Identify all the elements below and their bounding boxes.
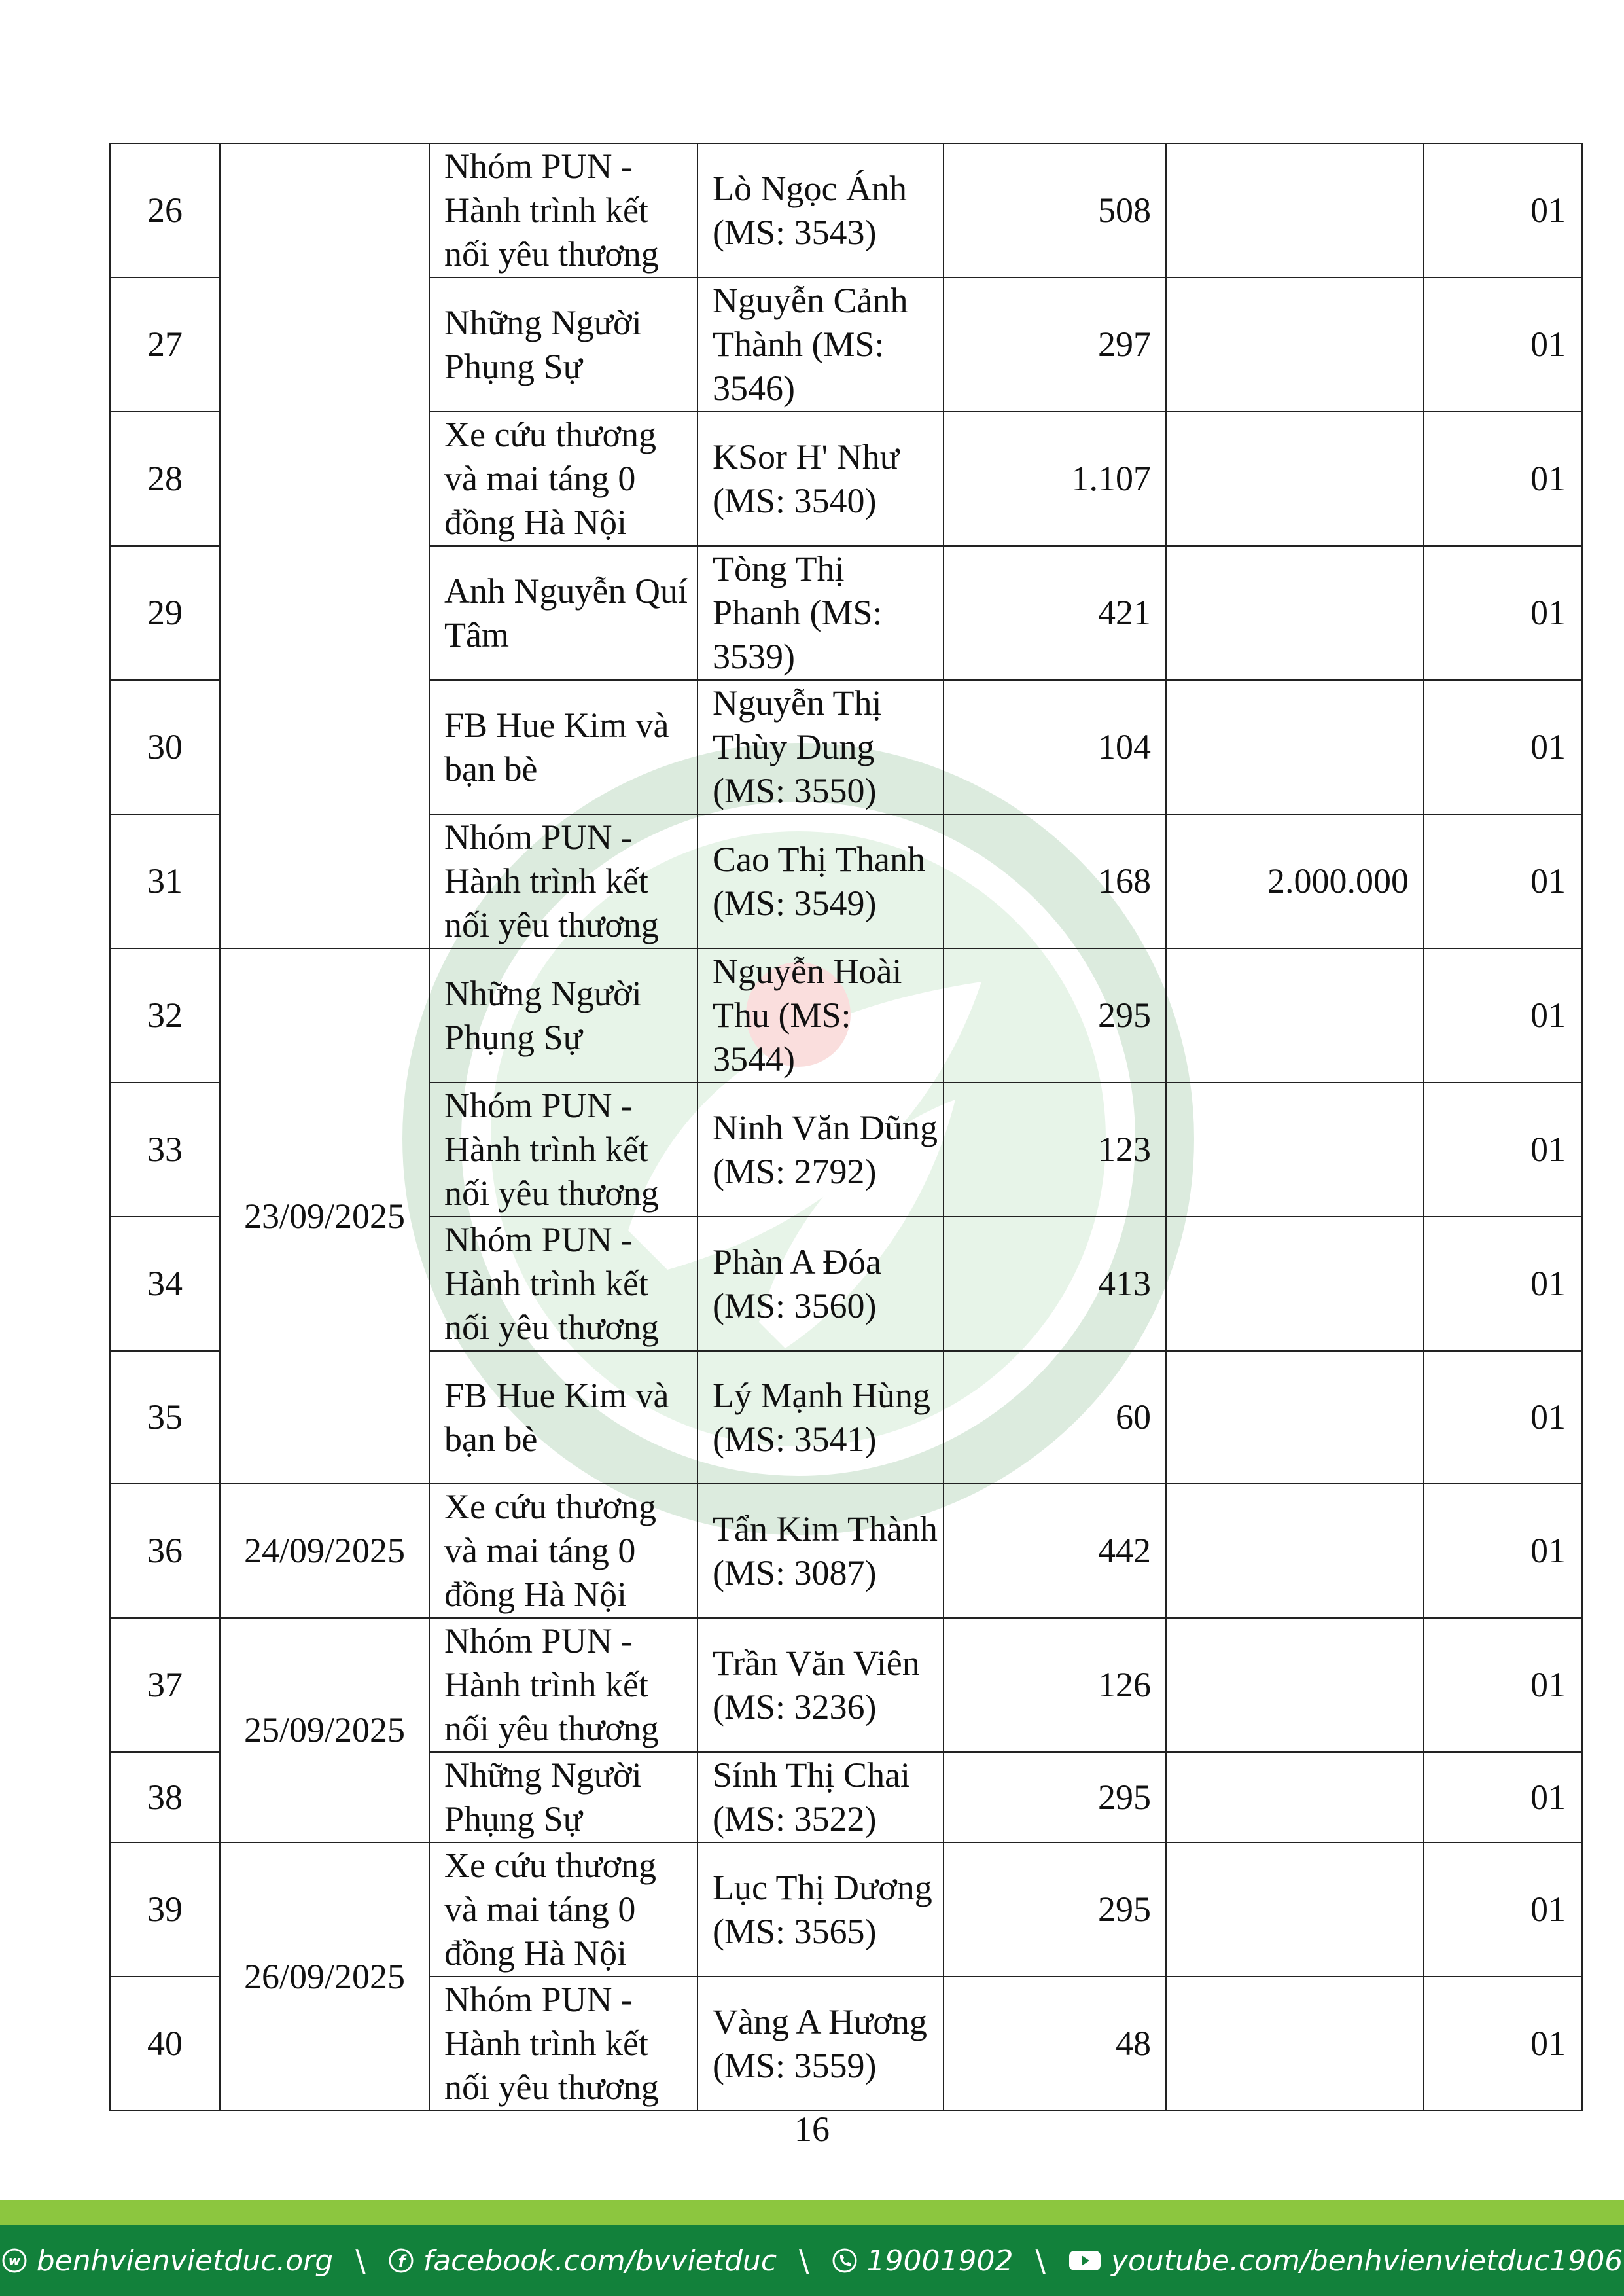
quantity: 01 — [1424, 1351, 1582, 1484]
footer-hotline-text: 19001902 — [866, 2244, 1014, 2278]
room-number: 297 — [944, 278, 1166, 412]
footer — [0, 2225, 1624, 2296]
footer-youtube-text: youtube.com/benhvienvietduc1906 — [1110, 2244, 1623, 2278]
row-index: 35 — [110, 1351, 220, 1484]
patient-name: Lục Thị Dương (MS: 3565) — [697, 1842, 944, 1977]
row-index: 36 — [110, 1484, 220, 1618]
row-index: 34 — [110, 1217, 220, 1351]
quantity: 01 — [1424, 948, 1582, 1083]
table-row — [110, 1484, 1582, 1618]
donor-group: Những Người Phụng Sự — [429, 278, 697, 412]
row-index: 28 — [110, 412, 220, 546]
row-index: 31 — [110, 814, 220, 948]
date-cell: 26/09/2025 — [220, 1842, 429, 2111]
date-cell: 23/09/2025 — [220, 948, 429, 1484]
footer-youtube[interactable] — [1068, 2244, 1623, 2278]
table-row — [110, 143, 1582, 278]
patient-name: Nguyễn Hoài Thu (MS: 3544) — [697, 948, 944, 1083]
page-number: 16 — [794, 2109, 830, 2149]
amount — [1166, 1484, 1424, 1618]
amount — [1166, 1752, 1424, 1842]
date-cell: 24/09/2025 — [220, 1484, 429, 1618]
room-number: 48 — [944, 1977, 1166, 2111]
patient-name: Nguyễn Thị Thùy Dung (MS: 3550) — [697, 680, 944, 814]
patient-name: Ninh Văn Dũng (MS: 2792) — [697, 1083, 944, 1217]
patient-name: Lò Ngọc Ánh (MS: 3543) — [697, 143, 944, 278]
donor-group: Nhóm PUN - Hành trình kết nối yêu thương — [429, 143, 697, 278]
amount — [1166, 546, 1424, 680]
amount — [1166, 412, 1424, 546]
room-number: 295 — [944, 1752, 1166, 1842]
row-index: 39 — [110, 1842, 220, 1977]
amount — [1166, 948, 1424, 1083]
donation-table — [109, 143, 1583, 2111]
date-cell: 25/09/2025 — [220, 1618, 429, 1842]
donor-group: Nhóm PUN - Hành trình kết nối yêu thương — [429, 814, 697, 948]
table-row — [110, 1842, 1582, 1977]
room-number: 413 — [944, 1217, 1166, 1351]
date-cell-empty — [220, 143, 429, 948]
amount — [1166, 1083, 1424, 1217]
svg-text:w: w — [8, 2253, 20, 2269]
row-index: 32 — [110, 948, 220, 1083]
donor-group: FB Hue Kim và bạn bè — [429, 680, 697, 814]
quantity: 01 — [1424, 143, 1582, 278]
room-number: 104 — [944, 680, 1166, 814]
quantity: 01 — [1424, 412, 1582, 546]
quantity: 01 — [1424, 278, 1582, 412]
amount: 2.000.000 — [1166, 814, 1424, 948]
room-number: 508 — [944, 143, 1166, 278]
donor-group: Những Người Phụng Sự — [429, 948, 697, 1083]
patient-name: Phàn A Đóa (MS: 3560) — [697, 1217, 944, 1351]
footer-separator: \ — [799, 2243, 809, 2278]
row-index: 26 — [110, 143, 220, 278]
donor-group: Xe cứu thương và mai táng 0 đồng Hà Nội — [429, 1842, 697, 1977]
quantity: 01 — [1424, 1484, 1582, 1618]
row-index: 30 — [110, 680, 220, 814]
youtube-icon — [1068, 2248, 1102, 2274]
footer-website-text: benhvienvietduc.org — [36, 2244, 334, 2278]
patient-name: Tòng Thị Phanh (MS: 3539) — [697, 546, 944, 680]
room-number: 126 — [944, 1618, 1166, 1752]
amount — [1166, 1217, 1424, 1351]
room-number: 168 — [944, 814, 1166, 948]
room-number: 1.107 — [944, 412, 1166, 546]
table-row — [110, 1618, 1582, 1752]
quantity: 01 — [1424, 814, 1582, 948]
patient-name: Trần Văn Viên (MS: 3236) — [697, 1618, 944, 1752]
amount — [1166, 1351, 1424, 1484]
donor-group: Nhóm PUN - Hành trình kết nối yêu thương — [429, 1217, 697, 1351]
quantity: 01 — [1424, 680, 1582, 814]
donor-group: FB Hue Kim và bạn bè — [429, 1351, 697, 1484]
room-number: 295 — [944, 948, 1166, 1083]
footer-website[interactable] — [1, 2244, 334, 2278]
row-index: 29 — [110, 546, 220, 680]
donor-group: Xe cứu thương và mai táng 0 đồng Hà Nội — [429, 412, 697, 546]
facebook-icon — [388, 2248, 414, 2274]
donor-group: Nhóm PUN - Hành trình kết nối yêu thương — [429, 1977, 697, 2111]
footer-separator: \ — [355, 2243, 366, 2278]
patient-name: Vàng A Hương (MS: 3559) — [697, 1977, 944, 2111]
amount — [1166, 1618, 1424, 1752]
donor-group: Những Người Phụng Sự — [429, 1752, 697, 1842]
patient-name: Tẩn Kim Thành (MS: 3087) — [697, 1484, 944, 1618]
footer-accent-bar — [0, 2200, 1624, 2225]
row-index: 37 — [110, 1618, 220, 1752]
globe-icon — [1, 2248, 27, 2274]
room-number: 60 — [944, 1351, 1166, 1484]
patient-name: KSor H' Như (MS: 3540) — [697, 412, 944, 546]
quantity: 01 — [1424, 1083, 1582, 1217]
quantity: 01 — [1424, 1217, 1582, 1351]
footer-facebook[interactable] — [388, 2244, 777, 2278]
quantity: 01 — [1424, 1752, 1582, 1842]
svg-text:f: f — [398, 2252, 405, 2270]
donor-group: Nhóm PUN - Hành trình kết nối yêu thương — [429, 1083, 697, 1217]
donor-group: Anh Nguyễn Quí Tâm — [429, 546, 697, 680]
row-index: 40 — [110, 1977, 220, 2111]
patient-name: Sính Thị Chai (MS: 3522) — [697, 1752, 944, 1842]
phone-icon — [832, 2248, 858, 2274]
donor-group: Xe cứu thương và mai táng 0 đồng Hà Nội — [429, 1484, 697, 1618]
row-index: 33 — [110, 1083, 220, 1217]
room-number: 295 — [944, 1842, 1166, 1977]
footer-hotline[interactable] — [832, 2244, 1014, 2278]
room-number: 123 — [944, 1083, 1166, 1217]
amount — [1166, 143, 1424, 278]
row-index: 27 — [110, 278, 220, 412]
quantity: 01 — [1424, 546, 1582, 680]
footer-separator: \ — [1035, 2243, 1046, 2278]
patient-name: Cao Thị Thanh (MS: 3549) — [697, 814, 944, 948]
room-number: 421 — [944, 546, 1166, 680]
quantity: 01 — [1424, 1618, 1582, 1752]
row-index: 38 — [110, 1752, 220, 1842]
quantity: 01 — [1424, 1977, 1582, 2111]
room-number: 442 — [944, 1484, 1166, 1618]
amount — [1166, 1842, 1424, 1977]
amount — [1166, 278, 1424, 412]
quantity: 01 — [1424, 1842, 1582, 1977]
patient-name: Lý Mạnh Hùng (MS: 3541) — [697, 1351, 944, 1484]
donor-group: Nhóm PUN - Hành trình kết nối yêu thương — [429, 1618, 697, 1752]
footer-facebook-text: facebook.com/bvvietduc — [423, 2244, 777, 2278]
patient-name: Nguyễn Cảnh Thành (MS: 3546) — [697, 278, 944, 412]
table-row — [110, 948, 1582, 1083]
amount — [1166, 1977, 1424, 2111]
amount — [1166, 680, 1424, 814]
